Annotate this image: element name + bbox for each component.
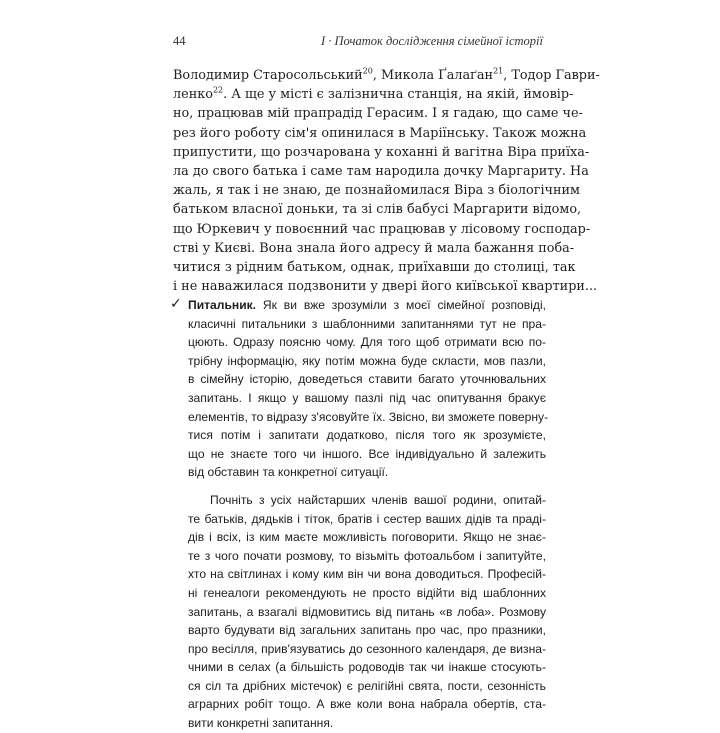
footnote-ref: 22 [212, 85, 224, 95]
text-line: но, працював мій прапрадід Герасим. І я гадаю, що саме че- [173, 106, 583, 122]
text-line: елементів, то відразу з'ясовуйте їх. Звісно, ви зможете поверну- [188, 409, 549, 424]
running-title: I · Початок дослідження сімейної історії [320, 34, 543, 48]
text-line: ла до свого батька і саме там народила дочку Маргариту. На [173, 163, 589, 179]
text-line: хто на світлинах і кому ким він чи вона доводиться. Професій- [188, 567, 546, 582]
text-line: аграрних робіт тощо. А вже коли вона набрала обертів, ста- [188, 697, 546, 712]
text-line: батьком власної доньки, та зі слів бабусі Маргарити відомо, [173, 202, 582, 218]
text-line: ленко$^{22}$. А ще у місті є залізнична станція, на якій, ймовір- [173, 85, 574, 103]
text-line: варто будувати від загальних запитань про час, про празники, [188, 623, 546, 638]
text-line: ні генеалоги рекомендують не просто відійти від шаблонних [188, 585, 546, 600]
text-line: стві у Києві. Вона знала його адресу й мала бажання поба- [173, 240, 575, 256]
text-line: дів і всіх, із ким маєте можливість поговорити. Якщо не знає- [188, 530, 546, 545]
text-line: запитань. І якщо у вашому пазлі під час опитування бракує [188, 390, 546, 405]
tip-box [170, 296, 549, 733]
text-line: припустити, що розчарована у коханні й вагітна Віра приїха- [173, 144, 590, 160]
page-number: 44 [173, 34, 186, 48]
text-line: в сімейну історію, доведеться ставити багато уточнювальних [188, 372, 546, 387]
page-header [173, 34, 543, 52]
text-line: про весілля, прив'язуватись до сезонного календаря, де визна- [188, 641, 546, 656]
text-line: трібну інформацію, яку потім можна буде скласти, мов пазли, [188, 353, 546, 368]
text-line: від обставин та конкретної ситуації. [188, 465, 389, 480]
text-line: Володимир Старосольський$^{20}$, Микола Ґалаґан$^{21}$, Тодор Гаври- [173, 66, 600, 83]
text-line: ся сіл та дрібних містечок) є релігійні свята, пости, сезонність [188, 678, 546, 693]
footnote-ref: 21 [493, 66, 504, 76]
text-line: читися з рідним батьком, однак, приїхавши до столиці, так [173, 259, 576, 275]
text-line: класичні питальники з шаблонними запитаннями тут не пра- [188, 316, 546, 331]
text-line: що Юркевич у повоєнний час працював у лісовому господар- [173, 221, 591, 237]
text-line: рез його роботу сім'я опинилася в Маріїнську. Також можна [173, 125, 587, 141]
text-line: вити конкретні запитання. [188, 716, 334, 731]
text-line: Питальник. Як ви вже зрозуміли з моєї сімейної розповіді, [188, 298, 546, 312]
text-line: чними в селах (а більшість родоводів так чи інакше стосують- [188, 660, 546, 675]
text-line: що не знаєте того чи іншого. Все індивідуально й залежить [188, 446, 546, 461]
text-line: цюють. Одразу поясню чому. Для того щоб отримати всю по- [188, 335, 546, 350]
narrative-paragraph [173, 66, 600, 296]
tip-label: Питальник. [188, 298, 257, 312]
check-icon: ✓ [170, 296, 182, 312]
text-line: тися потім і запитати додатково, після того як зрозумієте, [188, 428, 546, 443]
text-line: і не наважилася подзвонити у двері його київської квартири... [173, 279, 598, 295]
text-line: Почніть з усіх найстарших членів вашої родини, опитай- [210, 492, 546, 507]
footnote-ref: 20 [362, 66, 373, 76]
text-line: запитань, а взагалі відмовитись від питань «в лоба». Розмову [188, 604, 546, 619]
text-line: жаль, я так і не знаю, де познайомилася Віра з біологічним [173, 183, 581, 199]
text-line: те з чого почати розмову, то візьміть фотоальбом і запитуйте, [188, 548, 546, 563]
text-line: те батьків, дядьків і тіток, братів і сестер ваших дідів та праді- [188, 511, 546, 526]
